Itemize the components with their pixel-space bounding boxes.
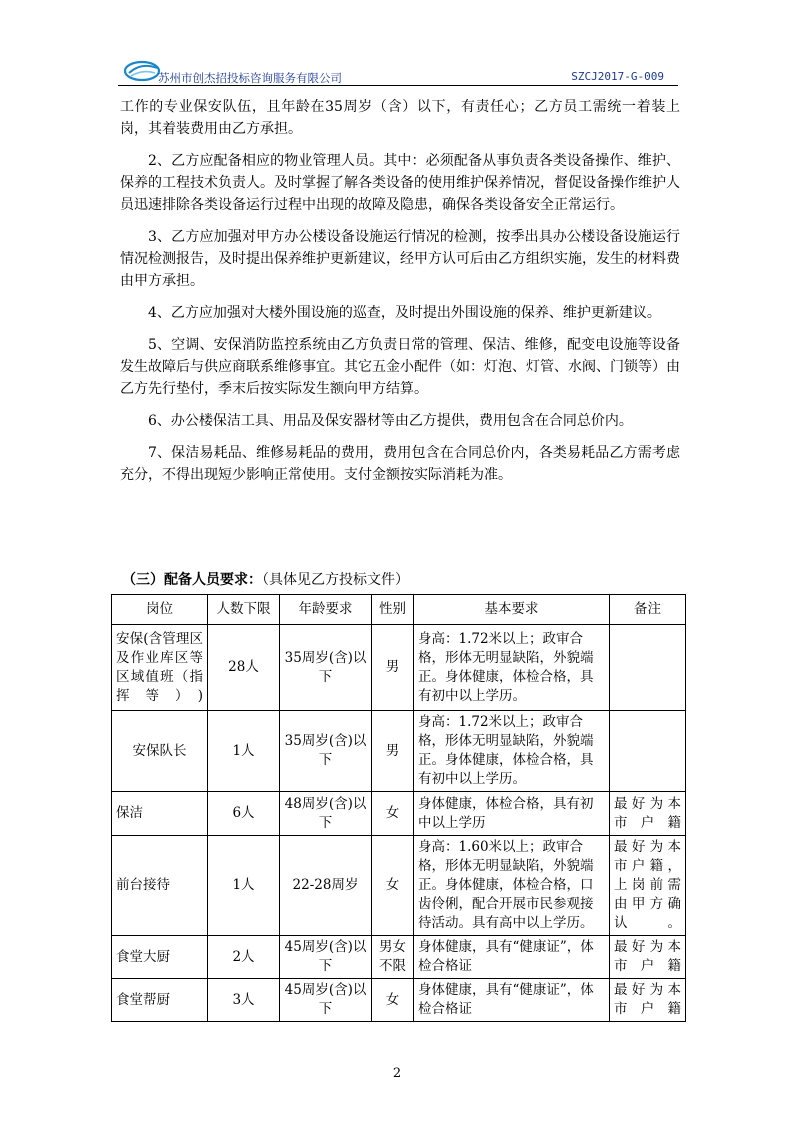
header-gender: 性别 <box>372 595 414 625</box>
header-post: 岗位 <box>112 595 208 625</box>
header-age: 年龄要求 <box>280 595 372 625</box>
cell-post: 前台接待 <box>112 836 208 936</box>
header-note: 备注 <box>610 595 686 625</box>
cell-note: 最好为本市户籍，上岗前需由甲方确认。 <box>610 836 686 936</box>
section-heading <box>122 569 409 589</box>
cell-count: 6人 <box>208 792 280 836</box>
cell-count: 28人 <box>208 625 280 711</box>
paragraph-continued: 工作的专业保安队伍，且年龄在35周岁（含）以下，有责任心；乙方员工需统一着装上岗，其着装费用由乙方承担。 <box>120 99 680 137</box>
table-row <box>112 625 686 711</box>
cell-gender: 女 <box>372 836 414 936</box>
section-note: （具体见乙方投标文件） <box>262 572 409 588</box>
cell-note: 最好为本市户籍 <box>610 936 686 979</box>
cell-count: 1人 <box>208 836 280 936</box>
table-row <box>112 979 686 1022</box>
table-row <box>112 792 686 836</box>
company-logo-icon <box>123 60 161 82</box>
cell-post: 安保队长 <box>112 711 208 792</box>
page-number: 2 <box>392 1066 402 1081</box>
staffing-table <box>111 594 686 1022</box>
cell-note: 最好为本市户籍 <box>610 979 686 1022</box>
cell-note <box>610 625 686 711</box>
paragraph-item-3: 3、乙方应加强对甲方办公楼设备设施运行情况的检测，按季出具办公楼设备设施运行情况检测报告，及时提出保养维护更新建议，经甲方认可后由乙方组织实施，发生的材料费由甲方承担。 <box>120 229 680 289</box>
cell-post: 食堂帮厨 <box>112 979 208 1022</box>
header-count: 人数下限 <box>208 595 280 625</box>
cell-age: 48周岁(含)以下 <box>280 792 372 836</box>
cell-post: 安保(含管理区及作业库区等区域值班（指挥等）) <box>112 625 208 711</box>
table-header-row <box>112 595 686 625</box>
table-row <box>112 711 686 792</box>
cell-age: 45周岁(含)以下 <box>280 979 372 1022</box>
cell-count: 1人 <box>208 711 280 792</box>
table-row <box>112 936 686 979</box>
section-title: （三）配备人员要求： <box>122 572 262 588</box>
table-row <box>112 836 686 936</box>
cell-age: 45周岁(含)以下 <box>280 936 372 979</box>
cell-age: 35周岁(含)以下 <box>280 625 372 711</box>
cell-post: 保洁 <box>112 792 208 836</box>
paragraph-item-6: 6、办公楼保洁工具、用品及保安器材等由乙方提供，费用包含在合同总价内。 <box>148 413 633 429</box>
paragraph-item-2: 2、乙方应配备相应的物业管理人员。其中：必须配备从事负责各类设备操作、维护、保养的工程技术负责人。及时掌握了解各类设备的使用维护保养情况，督促设备操作维护人员迅速排除各类设备运行过程中出现的故障及隐患，确保各类设备安全正常运行。 <box>120 153 680 213</box>
cell-requirements: 身高：1.72米以上；政审合格，形体无明显缺陷，外貌端正。身体健康，体检合格，具有初中以上学历。 <box>414 711 610 792</box>
cell-note <box>610 711 686 792</box>
cell-age: 22-28周岁 <box>280 836 372 936</box>
paragraph-item-4: 4、乙方应加强对大楼外围设施的巡查，及时提出外围设施的保养、维护更新建议。 <box>148 305 661 321</box>
page-header <box>118 58 678 88</box>
cell-requirements: 身高：1.60米以上；政审合格，形体无明显缺陷，外貌端正。身体健康，体检合格，口齿伶俐，配合开展市民参观接待活动。具有高中以上学历。 <box>414 836 610 936</box>
cell-gender: 男 <box>372 711 414 792</box>
cell-age: 35周岁(含)以下 <box>280 711 372 792</box>
paragraph-item-5: 5、空调、安保消防监控系统由乙方负责日常的管理、保洁、维修，配变电设施等设备发生故障后与供应商联系维修事宜。其它五金小配件（如：灯泡、灯管、水阀、门锁等）由乙方先行垫付，季末后按实际发生额向甲方结算。 <box>120 337 680 397</box>
document-number: SZCJ2017-G-009 <box>571 70 664 83</box>
cell-gender: 女 <box>372 792 414 836</box>
cell-requirements: 身体健康，具有“健康证”，体检合格证 <box>414 936 610 979</box>
cell-gender: 男女不限 <box>372 936 414 979</box>
cell-count: 3人 <box>208 979 280 1022</box>
cell-count: 2人 <box>208 936 280 979</box>
header-divider <box>118 85 678 86</box>
cell-gender: 女 <box>372 979 414 1022</box>
cell-post: 食堂大厨 <box>112 936 208 979</box>
company-name: 苏州市创杰招投标咨询服务有限公司 <box>158 71 342 85</box>
cell-requirements: 身体健康，具有“健康证”，体检合格证 <box>414 979 610 1022</box>
document-body <box>120 96 680 496</box>
cell-gender: 男 <box>372 625 414 711</box>
header-requirements: 基本要求 <box>414 595 610 625</box>
paragraph-item-7: 7、保洁易耗品、维修易耗品的费用，费用包含在合同总价内，各类易耗品乙方需考虑充分，不得出现短少影响正常使用。支付金额按实际消耗为准。 <box>120 445 680 483</box>
cell-note: 最好为本市户籍 <box>610 792 686 836</box>
cell-requirements: 身体健康，体检合格，具有初中以上学历 <box>414 792 610 836</box>
cell-requirements: 身高：1.72米以上；政审合格，形体无明显缺陷，外貌端正。身体健康，体检合格，具有初中以上学历。 <box>414 625 610 711</box>
